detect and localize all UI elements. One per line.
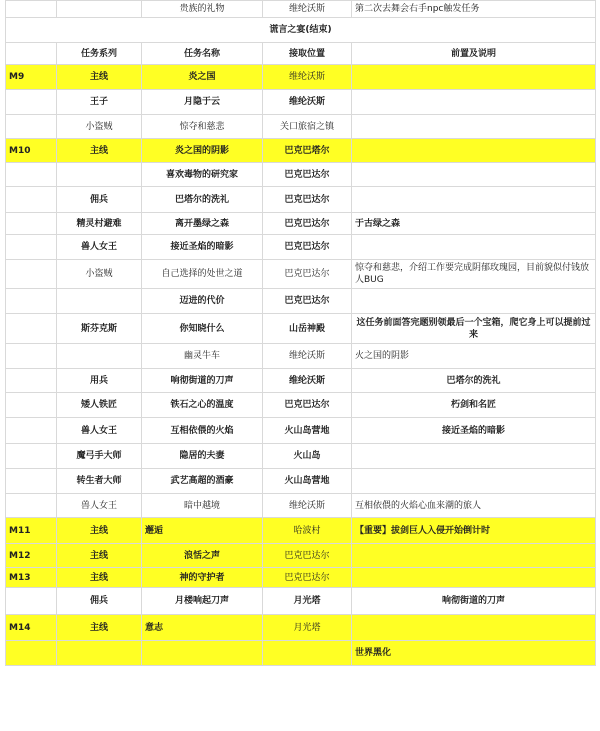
quest-location: 火山岛营地 [263, 469, 352, 494]
quest-table [5, 0, 596, 666]
quest-notes: 朽剑和名匠 [352, 393, 596, 418]
quest-series: 兽人女王 [57, 494, 142, 518]
table-row [6, 90, 596, 115]
header-row [6, 43, 596, 65]
table-row [6, 544, 596, 568]
header-series: 任务系列 [57, 43, 142, 65]
quest-series: 主线 [57, 65, 142, 90]
section-title-row [6, 18, 596, 43]
quest-name: 贵族的礼物 [142, 1, 263, 18]
table-row [6, 369, 596, 393]
quest-series: 兽人女王 [57, 418, 142, 444]
quest-notes [352, 65, 596, 90]
quest-name: 铁石之心的温度 [142, 393, 263, 418]
quest-series: 魔弓手大师 [57, 444, 142, 469]
quest-notes [352, 90, 596, 115]
quest-name: 月楼响起刀声 [142, 588, 263, 615]
table-row [6, 139, 596, 163]
header-name: 任务名称 [142, 43, 263, 65]
quest-notes: 世界黑化 [352, 641, 596, 666]
quest-name: 响彻街道的刀声 [142, 369, 263, 393]
quest-location: 巴克巴塔尔 [263, 139, 352, 163]
quest-series: 精灵村避难 [57, 213, 142, 235]
quest-name: 邂逅 [142, 518, 263, 544]
mission-code: M14 [6, 615, 57, 641]
quest-notes: 这任务前面答完题别领最后一个宝箱，爬它身上可以提前过来 [352, 314, 596, 344]
table-row [6, 494, 596, 518]
quest-name: 暗中越境 [142, 494, 263, 518]
quest-location: 巴克巴达尔 [263, 544, 352, 568]
quest-notes: 巴塔尔的洗礼 [352, 369, 596, 393]
quest-location: 月光塔 [263, 588, 352, 615]
quest-series: 用兵 [57, 369, 142, 393]
table-row [6, 344, 596, 369]
table-row [6, 518, 596, 544]
table-row [6, 469, 596, 494]
quest-notes: 响彻街道的刀声 [352, 588, 596, 615]
quest-location: 巴克巴达尔 [263, 187, 352, 213]
quest-notes [352, 115, 596, 139]
quest-location: 巴克巴达尔 [263, 213, 352, 235]
quest-location: 山岳神殿 [263, 314, 352, 344]
quest-name: 巴塔尔的洗礼 [142, 187, 263, 213]
quest-name: 炎之国 [142, 65, 263, 90]
quest-location: 哈波村 [263, 518, 352, 544]
quest-series: 矮人铁匠 [57, 393, 142, 418]
mission-code: M13 [6, 568, 57, 588]
table-row [6, 641, 596, 666]
table-row [6, 418, 596, 444]
section-title: 谎言之宴(结束) [6, 18, 596, 43]
quest-location: 维纶沃斯 [263, 494, 352, 518]
quest-series: 主线 [57, 615, 142, 641]
quest-name: 炎之国的阴影 [142, 139, 263, 163]
quest-location: 维纶沃斯 [263, 90, 352, 115]
table-row [6, 1, 596, 18]
quest-notes: 第二次去舞会右手npc触发任务 [352, 1, 596, 18]
quest-name: 喜欢毒物的研究家 [142, 163, 263, 187]
table-row [6, 187, 596, 213]
table-row [6, 235, 596, 260]
quest-location: 巴克巴达尔 [263, 260, 352, 289]
mission-code: M10 [6, 139, 57, 163]
quest-notes: 于古绿之森 [352, 213, 596, 235]
table-row [6, 260, 596, 289]
quest-location: 巴克巴达尔 [263, 235, 352, 260]
table-row [6, 393, 596, 418]
quest-series: 王子 [57, 90, 142, 115]
quest-series: 斯芬克斯 [57, 314, 142, 344]
quest-name: 意志 [142, 615, 263, 641]
header-location: 接取位置 [263, 43, 352, 65]
quest-name: 离开墨绿之森 [142, 213, 263, 235]
quest-notes: 接近圣焰的暗影 [352, 418, 596, 444]
mission-code: M9 [6, 65, 57, 90]
quest-name: 浪恬之声 [142, 544, 263, 568]
quest-notes [352, 289, 596, 314]
quest-location: 关口旅宿之镇 [263, 115, 352, 139]
quest-notes [352, 235, 596, 260]
quest-series: 主线 [57, 568, 142, 588]
quest-location: 维纶沃斯 [263, 65, 352, 90]
quest-name: 迈进的代价 [142, 289, 263, 314]
quest-series: 小盗贼 [57, 115, 142, 139]
mission-code: M12 [6, 544, 57, 568]
quest-series: 主线 [57, 139, 142, 163]
quest-notes: 火之国的阴影 [352, 344, 596, 369]
table-row [6, 163, 596, 187]
quest-location: 维纶沃斯 [263, 1, 352, 18]
quest-name: 你知晓什么 [142, 314, 263, 344]
quest-location: 月光塔 [263, 615, 352, 641]
quest-name: 接近圣焰的暗影 [142, 235, 263, 260]
quest-notes [352, 615, 596, 641]
table-row [6, 444, 596, 469]
quest-name: 互相依偎的火焰 [142, 418, 263, 444]
quest-location: 巴克巴达尔 [263, 568, 352, 588]
quest-notes [352, 444, 596, 469]
quest-name: 幽灵牛车 [142, 344, 263, 369]
table-row [6, 568, 596, 588]
quest-series: 兽人女王 [57, 235, 142, 260]
table-row [6, 615, 596, 641]
quest-name: 隐居的夫妻 [142, 444, 263, 469]
quest-name: 月隐于云 [142, 90, 263, 115]
table-row [6, 289, 596, 314]
quest-location: 火山岛营地 [263, 418, 352, 444]
quest-series [57, 163, 142, 187]
quest-notes: 惊夺和慈悲，介绍工作要完成阴郁玫瑰园，目前貌似付钱放人BUG [352, 260, 596, 289]
quest-notes: 【重要】拔剑巨人入侵开始倒计时 [352, 518, 596, 544]
quest-name: 神的守护者 [142, 568, 263, 588]
quest-series: 佣兵 [57, 588, 142, 615]
header-notes: 前置及说明 [352, 43, 596, 65]
quest-series [57, 289, 142, 314]
quest-location: 火山岛 [263, 444, 352, 469]
quest-notes [352, 187, 596, 213]
quest-notes [352, 163, 596, 187]
quest-location: 维纶沃斯 [263, 344, 352, 369]
quest-series: 转生者大师 [57, 469, 142, 494]
quest-notes [352, 568, 596, 588]
quest-location: 巴克巴达尔 [263, 393, 352, 418]
quest-series: 主线 [57, 544, 142, 568]
table-row [6, 65, 596, 90]
quest-series: 主线 [57, 518, 142, 544]
quest-notes [352, 139, 596, 163]
quest-name: 自己选择的处世之道 [142, 260, 263, 289]
mission-code: M11 [6, 518, 57, 544]
quest-notes: 互相依偎的火焰心血来潮的旅人 [352, 494, 596, 518]
table-row [6, 213, 596, 235]
quest-location: 巴克巴达尔 [263, 289, 352, 314]
quest-notes [352, 544, 596, 568]
table-row [6, 314, 596, 344]
quest-location: 维纶沃斯 [263, 369, 352, 393]
quest-name: 惊夺和慈悲 [142, 115, 263, 139]
quest-series: 佣兵 [57, 187, 142, 213]
quest-series: 小盗贼 [57, 260, 142, 289]
table-row [6, 588, 596, 615]
quest-notes [352, 469, 596, 494]
table-row [6, 115, 596, 139]
quest-series [57, 344, 142, 369]
quest-location: 巴克巴达尔 [263, 163, 352, 187]
quest-name: 武艺高超的酒豪 [142, 469, 263, 494]
